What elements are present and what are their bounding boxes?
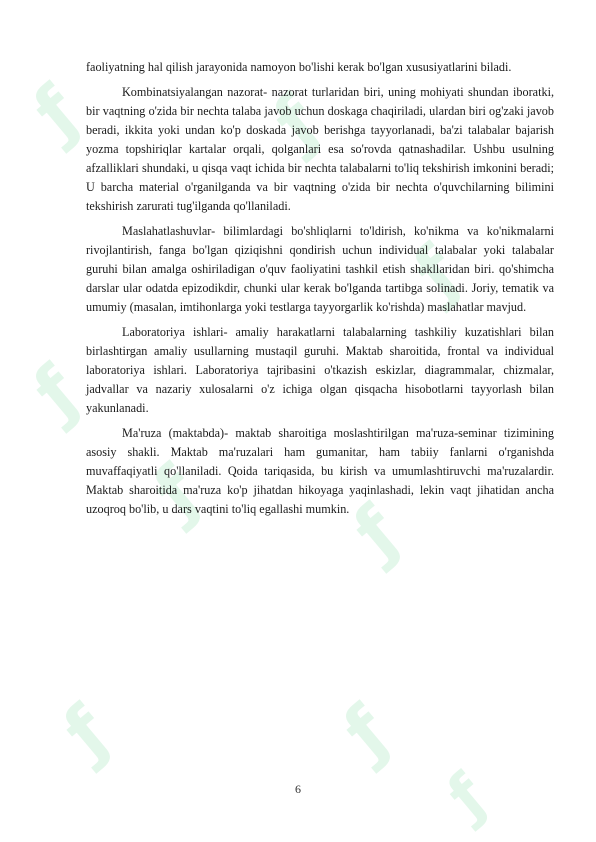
watermark-mark: ƒ — [18, 70, 95, 154]
watermark-mark: ƒ — [138, 450, 215, 534]
watermark-mark: ƒ — [328, 690, 405, 774]
paragraph-3: Maslahatlashuvlar- bilimlardagi bo'shliqlarni to'ldirish, ko'nikma va ko'nikmalarni rivojlantirish, fanga bo'lgan qiziqishni qondirish uchun individual talabalar yoki talabalar guruhi bilan amalga oshiriladigan o'quv faoliyatini tashkil etish shakllaridan biri. qo'shimcha darslar ular odatda epizodikdir, chunki ular kerak bo'lganda tartibga solinadi. Joriy, tematik va umumiy (masalan, imtihonlarga yoki testlarga tayyorgarlik ko'rishda) maslahatlar mavjud. — [86, 224, 554, 314]
page-number: 6 — [295, 782, 301, 796]
paragraph-5: Ma'ruza (maktabda)- maktab sharoitiga moslashtirilgan ma'ruza-seminar tizimining asosiy shakli. Maktab ma'ruzalari ham gumanitar, ham tabiiy fanlarni o'rganishda muvaffaqiyatli qo'llaniladi. Qoida tariqasida, bu kirish va umumlashtiruvchi ma'ruzalardir. Maktab sharoitida ma'ruza ko'p jihatdan hikoyaga yaqinlashadi, lekin vaqt jihatidan ancha uzoqroq bo'lib, u dars vaqtini to'liq egallashi mumkin. — [86, 426, 554, 516]
body-text — [86, 58, 554, 525]
watermark-mark: ƒ — [258, 80, 335, 164]
paragraph-2: Kombinatsiyalangan nazorat- nazorat turlaridan biri, uning mohiyati shundan iboratki, bir vaqtning o'zida bir nechta talaba javob uchun doskaga chaqiriladi, ulardan biri og'zaki javob beradi, ikkita yoki undan ko'p doskada javob berishga tayyorlanadi, ba'zi talabalar bajarish yozma topshiriqlar kartalar orqali, qolganlari esa so'rovda qatnashadilar. Ushbu usulning afzalliklari shundaki, u qisqa vaqt ichida bir nechta talabalarni to'liq tekshirish imkonini beradi; U barcha material o'rganilganda va bir vaqtning o'zida bir nechta o'quvchilarning bilimini tekshirish zarurati tug'ilganda qo'llaniladi. — [86, 85, 554, 213]
watermark-mark: ƒ — [398, 230, 475, 314]
paragraph-4: Laboratoriya ishlari- amaliy harakatlarni talabalarning tashkiliy kuzatishlari bilan birlashtirgan amaliy usullarning mustaqil guruhi. Maktab sharoitida, frontal va individual laboratoriya ishlari. Laboratoriya tajribasini o'tkazish eskizlar, diagrammalar, chizmalar, jadvallar va nazariy xulosalarni o'z ichiga olgan qisqacha hisobotlarni tayyorlash bilan yakunlanadi. — [86, 325, 554, 415]
watermark-mark: ƒ — [338, 490, 415, 574]
watermark-mark: ƒ — [18, 350, 95, 434]
watermark-mark: ƒ — [434, 761, 500, 832]
watermark-mark: ƒ — [48, 690, 125, 774]
paragraph-1: faoliyatning hal qilish jarayonida namoyon bo'lishi kerak bo'lgan xususiyatlarini biladi. — [86, 60, 512, 74]
